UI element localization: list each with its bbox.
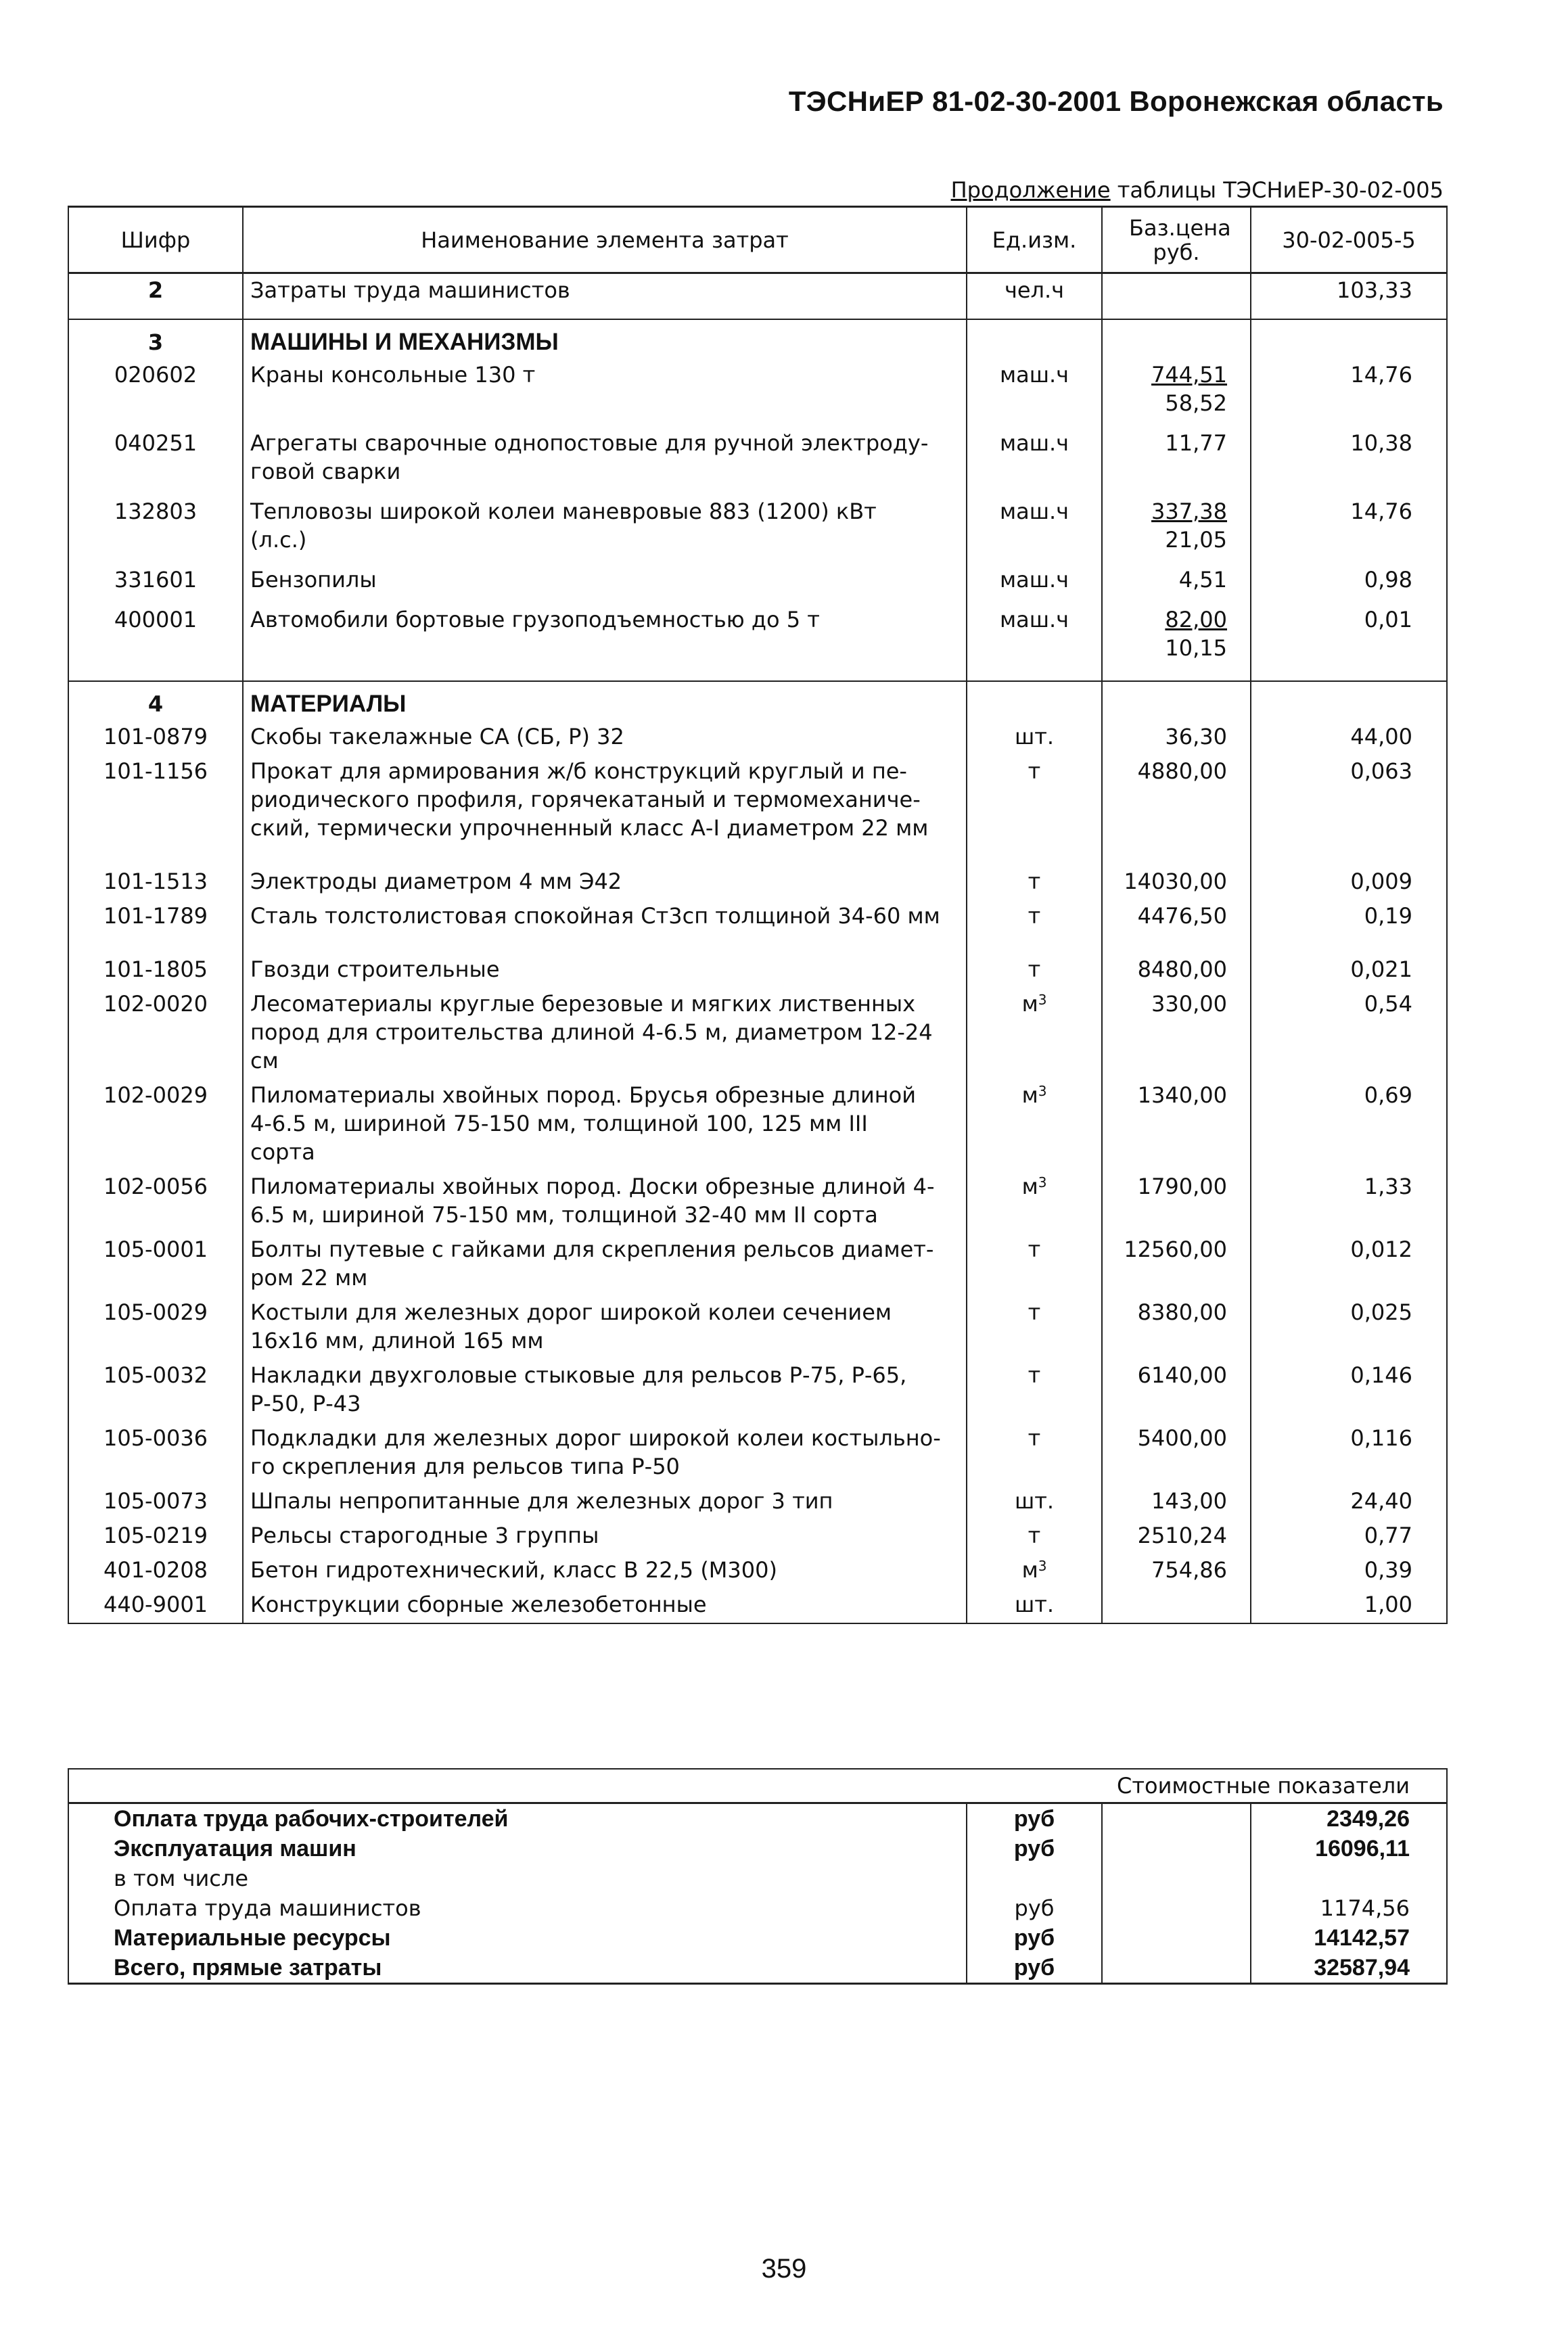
row-unit	[967, 1170, 1102, 1233]
summary-empty	[1102, 1893, 1251, 1923]
section-machines-code: 3	[68, 319, 243, 359]
row-unit: маш.ч	[967, 603, 1102, 672]
table-row	[68, 1359, 1447, 1422]
table-row	[68, 1485, 1447, 1519]
row-name: Конструкции сборные железобетонные	[243, 1588, 967, 1623]
row-code: 105-0032	[68, 1359, 243, 1422]
row-price: 1790,00	[1102, 1170, 1251, 1233]
row-name: Скобы такелажные СА (СБ, Р) 32	[243, 720, 967, 755]
summary-value: 16096,11	[1251, 1834, 1447, 1864]
table-row-labor	[68, 273, 1447, 319]
column-header-unit: Ед.изм.	[967, 207, 1102, 273]
summary-label: Оплата труда рабочих-строителей	[68, 1803, 967, 1834]
row-price: 1340,00	[1102, 1079, 1251, 1170]
price-base: 82,00	[1165, 606, 1227, 632]
row-code: 101-0879	[68, 720, 243, 755]
unit-text: т	[1028, 956, 1041, 982]
price-base: 337,38	[1151, 498, 1227, 524]
row-unit	[967, 1079, 1102, 1170]
summary-row	[68, 1923, 1447, 1953]
unit-text: т	[1028, 1236, 1041, 1262]
row-value: 0,01	[1251, 603, 1447, 672]
row-value: 0,021	[1251, 953, 1447, 988]
row-name: Накладки двухголовые стыковые для рельсов Р-75, Р-65, Р-50, Р-43	[243, 1359, 967, 1422]
row-unit	[967, 720, 1102, 755]
row-code: 105-0073	[68, 1485, 243, 1519]
unit-text: шт.	[1014, 723, 1055, 749]
table-row	[68, 1422, 1447, 1485]
summary-empty	[1102, 1834, 1251, 1864]
price-machinist-wage: 10,15	[1165, 634, 1227, 661]
row-name: Бетон гидротехнический, класс В 22,5 (М300)	[243, 1554, 967, 1588]
row-price: 4476,50	[1102, 900, 1251, 953]
unit-text: м	[1021, 1082, 1038, 1108]
summary-unit	[967, 1864, 1102, 1893]
row-price: 2510,24	[1102, 1519, 1251, 1554]
price-base: 744,51	[1151, 361, 1227, 388]
row-unit	[967, 953, 1102, 988]
summary-empty	[1102, 1803, 1251, 1834]
document-header-title: ТЭСНиЕР 81-02-30-2001 Воронежская область	[788, 85, 1444, 117]
row-unit	[967, 1233, 1102, 1296]
labor-name: Затраты труда машинистов	[243, 273, 967, 319]
summary-unit: руб	[967, 1893, 1102, 1923]
unit-text: т	[1028, 758, 1041, 784]
row-code: 101-1805	[68, 953, 243, 988]
table-row	[68, 427, 1447, 495]
table-header-row	[68, 207, 1447, 273]
row-value: 0,77	[1251, 1519, 1447, 1554]
row-price: 5400,00	[1102, 1422, 1251, 1485]
row-unit	[967, 1519, 1102, 1554]
row-unit	[967, 1296, 1102, 1359]
row-value: 44,00	[1251, 720, 1447, 755]
table-row	[68, 1170, 1447, 1233]
row-unit: маш.ч	[967, 427, 1102, 495]
row-code: 102-0029	[68, 1079, 243, 1170]
row-unit	[967, 865, 1102, 900]
row-code: 105-0219	[68, 1519, 243, 1554]
unit-text: т	[1028, 1522, 1041, 1548]
table-row	[68, 1588, 1447, 1623]
labor-code: 2	[68, 273, 243, 319]
column-header-name: Наименование элемента затрат	[243, 207, 967, 273]
row-name: Лесоматериалы круглые березовые и мягких лиственных пород для строительства длиной 4-6.5 м, диаметром 12-24 см	[243, 988, 967, 1079]
row-name: Костыли для железных дорог широкой колеи сечением 16х16 мм, длиной 165 мм	[243, 1296, 967, 1359]
section-machines-title: МАШИНЫ И МЕХАНИЗМЫ	[243, 319, 967, 359]
row-value: 14,76	[1251, 495, 1447, 563]
row-code: 440-9001	[68, 1588, 243, 1623]
row-price	[1102, 1588, 1251, 1623]
unit-text: т	[1028, 902, 1041, 929]
section-materials-code: 4	[68, 681, 243, 720]
section-row-machines	[68, 319, 1447, 359]
row-code: 101-1789	[68, 900, 243, 953]
summary-row	[68, 1864, 1447, 1893]
unit-text: м	[1021, 990, 1038, 1017]
summary-unit: руб	[967, 1953, 1102, 1984]
unit-superscript: 3	[1038, 1557, 1047, 1574]
row-unit	[967, 755, 1102, 865]
labor-unit: чел.ч	[967, 273, 1102, 319]
row-name: Бензопилы	[243, 563, 967, 603]
summary-empty	[1102, 1953, 1251, 1984]
price-base: 4,51	[1178, 566, 1227, 593]
row-value: 10,38	[1251, 427, 1447, 495]
summary-unit: руб	[967, 1834, 1102, 1864]
row-name: Рельсы старогодные 3 группы	[243, 1519, 967, 1554]
row-value: 1,00	[1251, 1588, 1447, 1623]
row-name: Агрегаты сварочные однопостовые для ручной электроду- говой сварки	[243, 427, 967, 495]
unit-text: т	[1028, 1362, 1041, 1388]
table-row	[68, 720, 1447, 755]
row-unit: маш.ч	[967, 495, 1102, 563]
cost-summary-table	[68, 1768, 1448, 1985]
row-code: 020602	[68, 359, 243, 427]
row-code: 101-1156	[68, 755, 243, 865]
row-price	[1102, 563, 1251, 603]
row-unit: маш.ч	[967, 563, 1102, 603]
row-code: 132803	[68, 495, 243, 563]
summary-label: Всего, прямые затраты	[68, 1953, 967, 1984]
row-value: 0,009	[1251, 865, 1447, 900]
row-price: 8380,00	[1102, 1296, 1251, 1359]
row-code: 331601	[68, 563, 243, 603]
row-price: 330,00	[1102, 988, 1251, 1079]
summary-unit: руб	[967, 1923, 1102, 1953]
unit-superscript: 3	[1038, 991, 1047, 1008]
row-value: 1,33	[1251, 1170, 1447, 1233]
section-row-materials	[68, 681, 1447, 720]
row-code: 105-0001	[68, 1233, 243, 1296]
row-price	[1102, 359, 1251, 427]
summary-label: Эксплуатация машин	[68, 1834, 967, 1864]
price-header-text: Баз.цена руб.	[1129, 214, 1231, 265]
row-price: 12560,00	[1102, 1233, 1251, 1296]
row-price: 143,00	[1102, 1485, 1251, 1519]
summary-empty	[1102, 1923, 1251, 1953]
row-price	[1102, 427, 1251, 495]
summary-value	[1251, 1864, 1447, 1893]
row-unit	[967, 900, 1102, 953]
row-value: 0,98	[1251, 563, 1447, 603]
row-value: 0,146	[1251, 1359, 1447, 1422]
table-row	[68, 1296, 1447, 1359]
column-header-price	[1102, 207, 1251, 273]
summary-row	[68, 1803, 1447, 1834]
summary-row	[68, 1893, 1447, 1923]
row-code: 400001	[68, 603, 243, 672]
row-unit: маш.ч	[967, 359, 1102, 427]
row-price: 14030,00	[1102, 865, 1251, 900]
row-value: 0,19	[1251, 900, 1447, 953]
table-row	[68, 563, 1447, 603]
row-name: Гвозди строительные	[243, 953, 967, 988]
summary-empty	[1102, 1864, 1251, 1893]
row-price	[1102, 603, 1251, 672]
unit-text: м	[1021, 1173, 1038, 1199]
row-code: 040251	[68, 427, 243, 495]
summary-unit: руб	[967, 1803, 1102, 1834]
summary-label: в том числе	[68, 1864, 967, 1893]
unit-text: шт.	[1014, 1487, 1055, 1514]
row-price: 36,30	[1102, 720, 1251, 755]
row-code: 102-0020	[68, 988, 243, 1079]
price-base: 11,77	[1165, 430, 1227, 456]
row-value: 0,116	[1251, 1422, 1447, 1485]
table-row	[68, 495, 1447, 563]
row-price	[1102, 495, 1251, 563]
labor-price	[1102, 273, 1251, 319]
row-name: Автомобили бортовые грузоподъемностью до 5 т	[243, 603, 967, 672]
row-price: 8480,00	[1102, 953, 1251, 988]
table-row	[68, 865, 1447, 900]
table-row	[68, 1233, 1447, 1296]
table-row	[68, 988, 1447, 1079]
table-row	[68, 755, 1447, 865]
row-unit	[967, 988, 1102, 1079]
row-name: Краны консольные 130 т	[243, 359, 967, 427]
unit-text: т	[1028, 1425, 1041, 1451]
summary-row	[68, 1953, 1447, 1984]
table-row	[68, 900, 1447, 953]
row-price: 4880,00	[1102, 755, 1251, 865]
section-spacer	[68, 672, 1447, 681]
row-name: Болты путевые с гайками для скрепления рельсов диамет- ром 22 мм	[243, 1233, 967, 1296]
row-code: 102-0056	[68, 1170, 243, 1233]
row-name: Шпалы непропитанные для железных дорог 3 тип	[243, 1485, 967, 1519]
row-value: 0,063	[1251, 755, 1447, 865]
row-unit	[967, 1554, 1102, 1588]
table-row	[68, 359, 1447, 427]
unit-text: т	[1028, 868, 1041, 894]
row-code: 101-1513	[68, 865, 243, 900]
summary-value: 1174,56	[1251, 1893, 1447, 1923]
row-value: 0,012	[1251, 1233, 1447, 1296]
column-header-value: 30-02-005-5	[1251, 207, 1447, 273]
summary-row	[68, 1834, 1447, 1864]
summary-caption: Стоимостные показатели	[68, 1769, 1447, 1803]
table-row	[68, 953, 1447, 988]
unit-superscript: 3	[1038, 1174, 1047, 1190]
row-price: 6140,00	[1102, 1359, 1251, 1422]
row-unit	[967, 1359, 1102, 1422]
row-name: Сталь толстолистовая спокойная Ст3сп толщиной 34-60 мм	[243, 900, 967, 953]
unit-text: шт.	[1014, 1591, 1055, 1617]
row-code: 401-0208	[68, 1554, 243, 1588]
continuation-rest: таблицы ТЭСНиЕР-30-02-005	[1110, 177, 1444, 203]
column-header-code: Шифр	[68, 207, 243, 273]
section-materials-title: МАТЕРИАЛЫ	[243, 681, 967, 720]
row-code: 105-0036	[68, 1422, 243, 1485]
row-value: 0,025	[1251, 1296, 1447, 1359]
row-name: Подкладки для железных дорог широкой колеи костыльно- го скрепления для рельсов типа Р-50	[243, 1422, 967, 1485]
row-unit	[967, 1485, 1102, 1519]
row-name: Прокат для армирования ж/б конструкций круглый и пе- риодического профиля, горячекатаный и термомеханиче- ский, термически упрочненный класс А-I диаметром 22 мм	[243, 755, 967, 865]
price-machinist-wage: 21,05	[1165, 526, 1227, 553]
summary-value: 2349,26	[1251, 1803, 1447, 1834]
row-unit	[967, 1422, 1102, 1485]
row-unit	[967, 1588, 1102, 1623]
row-code: 105-0029	[68, 1296, 243, 1359]
row-value: 0,39	[1251, 1554, 1447, 1588]
summary-value: 32587,94	[1251, 1953, 1447, 1984]
continuation-prefix: Продолжение	[950, 177, 1111, 203]
page-number: 359	[761, 2254, 807, 2284]
row-name: Пиломатериалы хвойных пород. Доски обрезные длиной 4- 6.5 м, шириной 75-150 мм, толщиной 32-40 мм II сорта	[243, 1170, 967, 1233]
unit-text: т	[1028, 1299, 1041, 1325]
summary-label: Материальные ресурсы	[68, 1923, 967, 1953]
row-value: 0,54	[1251, 988, 1447, 1079]
table-row	[68, 603, 1447, 672]
price-machinist-wage: 58,52	[1165, 390, 1227, 416]
row-value: 14,76	[1251, 359, 1447, 427]
table-continuation-caption	[951, 177, 1444, 203]
resource-table	[68, 206, 1448, 1624]
row-value: 24,40	[1251, 1485, 1447, 1519]
summary-label: Оплата труда машинистов	[68, 1893, 967, 1923]
table-row	[68, 1519, 1447, 1554]
row-value: 0,69	[1251, 1079, 1447, 1170]
summary-caption-row	[68, 1769, 1447, 1803]
unit-text: м	[1021, 1556, 1038, 1583]
table-row	[68, 1554, 1447, 1588]
row-price: 754,86	[1102, 1554, 1251, 1588]
summary-value: 14142,57	[1251, 1923, 1447, 1953]
row-name: Пиломатериалы хвойных пород. Брусья обрезные длиной 4-6.5 м, шириной 75-150 мм, толщиной 100, 125 мм III сорта	[243, 1079, 967, 1170]
unit-superscript: 3	[1038, 1082, 1047, 1099]
row-name: Тепловозы широкой колеи маневровые 883 (1200) кВт (л.с.)	[243, 495, 967, 563]
labor-value: 103,33	[1251, 273, 1447, 319]
row-name: Электроды диаметром 4 мм Э42	[243, 865, 967, 900]
table-row	[68, 1079, 1447, 1170]
